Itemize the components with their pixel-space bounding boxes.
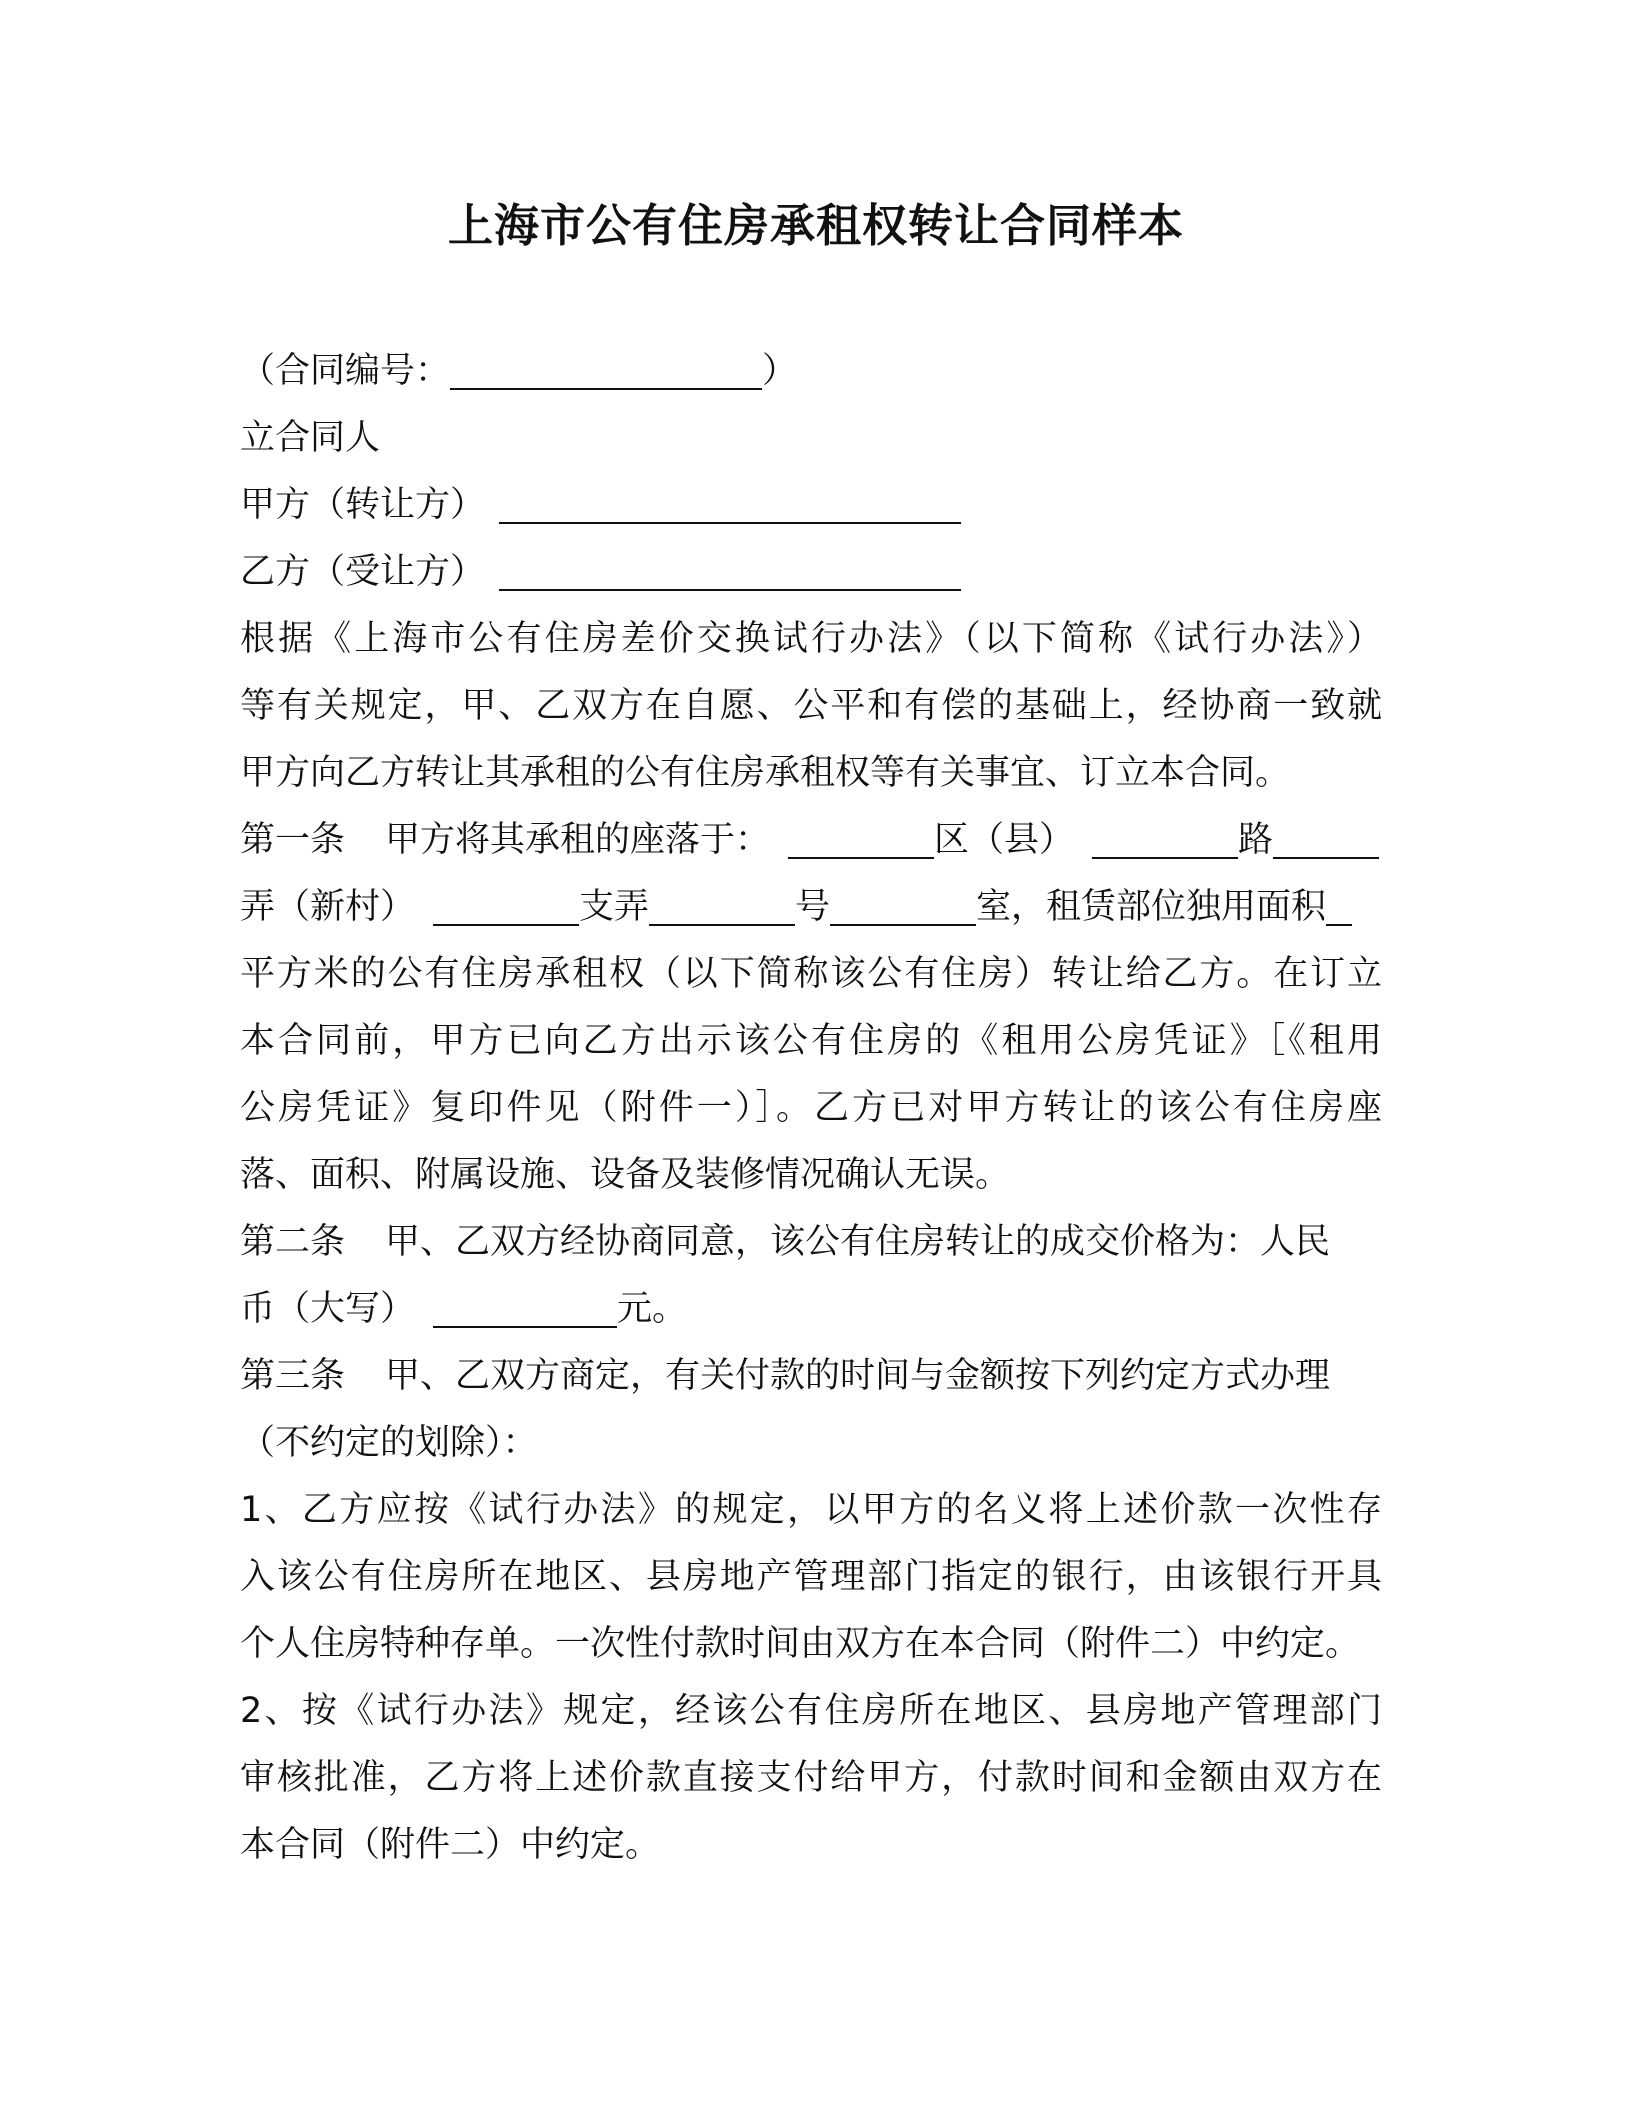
article1-line: 平方米的公有住房承租权（以下简称该公有住房）转让给乙方。在订立	[240, 954, 1382, 994]
room-blank	[830, 884, 976, 926]
area-label: 室，租赁部位独用面积	[976, 887, 1327, 927]
price-blank	[433, 1286, 617, 1328]
road-blank	[1092, 817, 1238, 859]
item1-line: 1、乙方应按《试行办法》的规定，以甲方的名义将上述价款一次性存	[240, 1490, 1382, 1530]
price-label: 币（大写）	[240, 1289, 416, 1329]
party-b-label: 乙方（受让方）	[240, 552, 486, 592]
sublane-label: 支弄	[579, 887, 650, 927]
item1-line: 入该公有住房所在地区、县房地产管理部门指定的银行，由该银行开具	[240, 1557, 1382, 1597]
document-body	[240, 338, 1382, 1879]
article1-text: 甲方将其承租的座落于：	[385, 820, 771, 860]
article2-label: 第二条	[240, 1222, 346, 1262]
item2-line: 2、按《试行办法》规定，经该公有住房所在地区、县房地产管理部门	[240, 1691, 1382, 1731]
number-label: 号	[795, 887, 831, 927]
contract-number-label: （合同编号：	[240, 351, 451, 391]
article3-label: 第三条	[240, 1356, 346, 1396]
article3-line1	[240, 1343, 1382, 1410]
party-b-blank	[499, 549, 961, 591]
article2-line2	[240, 1276, 1382, 1343]
article1-label: 第一条	[240, 820, 346, 860]
item2-line: 本合同（附件二）中约定。	[240, 1825, 661, 1865]
lane-label: 弄（新村）	[240, 887, 416, 927]
preamble-line: 根据《上海市公有住房差价交换试行办法》（以下简称《试行办法》）	[240, 619, 1382, 659]
item1-line: 个人住房特种存单。一次性付款时间由双方在本合同（附件二）中约定。	[240, 1624, 1361, 1664]
document-title: 上海市公有住房承租权转让合同样本	[447, 199, 1184, 252]
article1-line: 落、面积、附属设施、设备及装修情况确认无误。	[240, 1155, 1011, 1195]
parties-heading: 立合同人	[240, 418, 381, 458]
party-a-line	[240, 472, 1382, 539]
preamble-line: 甲方向乙方转让其承租的公有住房承租权等有关事宜、订立本合同。	[240, 753, 1291, 793]
article1-line: 公房凭证》复印件见（附件一）］。乙方已对甲方转让的该公有住房座	[240, 1088, 1382, 1128]
area-blank	[1326, 884, 1352, 926]
article2-text: 甲、乙双方经协商同意，该公有住房转让的成交价格为：人民	[385, 1222, 1331, 1262]
article2-line1	[240, 1209, 1382, 1276]
article3-line2: （不约定的划除）：	[240, 1423, 538, 1463]
article3-text: 甲、乙双方商定，有关付款的时间与金额按下列约定方式办理	[385, 1356, 1331, 1396]
number-blank	[649, 884, 795, 926]
price-unit: 元。	[617, 1289, 688, 1329]
sublane-blank	[433, 884, 579, 926]
district-blank	[788, 817, 934, 859]
party-b-line	[240, 539, 1382, 606]
article1-line2	[240, 874, 1382, 941]
contract-number-close: ）	[762, 351, 798, 391]
item2-line: 审核批准，乙方将上述价款直接支付给甲方，付款时间和金额由双方在	[240, 1758, 1382, 1798]
contract-number-blank	[450, 348, 762, 390]
district-label: 区（县）	[934, 820, 1075, 860]
article1-line: 本合同前，甲方已向乙方出示该公有住房的《租用公房凭证》［《租用	[240, 1021, 1382, 1061]
party-a-label: 甲方（转让方）	[240, 485, 486, 525]
contract-number-line	[240, 338, 1382, 405]
lane-blank	[1273, 817, 1379, 859]
road-label: 路	[1238, 820, 1274, 860]
party-a-blank	[499, 482, 961, 524]
article1-line1	[240, 807, 1382, 874]
preamble-line: 等有关规定，甲、乙双方在自愿、公平和有偿的基础上，经协商一致就	[240, 686, 1382, 726]
